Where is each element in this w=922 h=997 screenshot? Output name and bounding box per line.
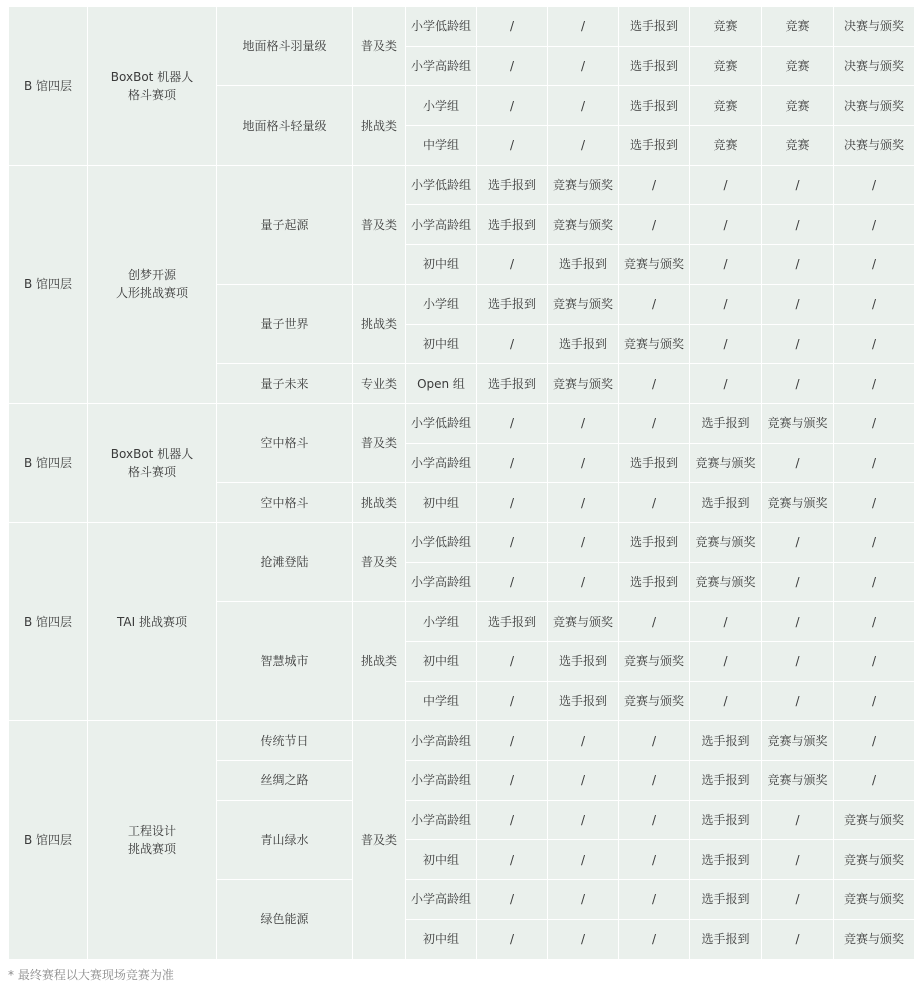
schedule-cell: / <box>477 7 548 47</box>
event-name-cell <box>88 721 217 959</box>
group-cell: 初中组 <box>406 324 477 364</box>
schedule-cell: / <box>548 840 619 880</box>
schedule-cell: / <box>477 245 548 285</box>
schedule-cell: 竞赛与颁奖 <box>619 681 690 721</box>
group-cell: 初中组 <box>406 245 477 285</box>
group-cell: 小学高龄组 <box>406 800 477 840</box>
schedule-cell: 竞赛与颁奖 <box>690 522 762 562</box>
schedule-cell: 竞赛与颁奖 <box>619 324 690 364</box>
schedule-cell: 选手报到 <box>690 919 762 959</box>
schedule-cell: / <box>834 522 915 562</box>
schedule-cell: / <box>477 642 548 682</box>
venue-cell: B 馆四层 <box>9 721 88 959</box>
schedule-cell: 选手报到 <box>690 800 762 840</box>
level-cell: 普及类 <box>353 403 406 482</box>
schedule-cell: / <box>619 761 690 801</box>
schedule-cell: / <box>834 245 915 285</box>
schedule-cell: / <box>690 205 762 245</box>
group-cell: 小学高龄组 <box>406 721 477 761</box>
schedule-cell: 竞赛与颁奖 <box>548 284 619 324</box>
schedule-cell: / <box>834 761 915 801</box>
level-cell: 挑战类 <box>353 284 406 363</box>
group-cell: 小学高龄组 <box>406 46 477 86</box>
group-cell: 小学低龄组 <box>406 403 477 443</box>
schedule-cell: 竞赛与颁奖 <box>619 642 690 682</box>
event-name-line: 创梦开源 <box>127 268 176 283</box>
table-row <box>9 165 915 205</box>
schedule-cell: 竞赛与颁奖 <box>690 562 762 602</box>
schedule-cell: / <box>834 602 915 642</box>
table-row <box>9 403 915 443</box>
schedule-cell: / <box>762 642 834 682</box>
schedule-cell: / <box>690 681 762 721</box>
schedule-cell: / <box>477 403 548 443</box>
schedule-cell: / <box>477 919 548 959</box>
schedule-cell: 决赛与颁奖 <box>834 7 915 47</box>
schedule-cell: / <box>477 483 548 523</box>
schedule-cell: 竞赛与颁奖 <box>834 880 915 920</box>
project-name-cell: 传统节日 <box>217 721 353 761</box>
group-cell: 小学高龄组 <box>406 880 477 920</box>
group-cell: 初中组 <box>406 919 477 959</box>
schedule-cell: 选手报到 <box>619 126 690 166</box>
schedule-cell: / <box>690 642 762 682</box>
schedule-cell: / <box>619 602 690 642</box>
group-cell: 中学组 <box>406 126 477 166</box>
schedule-cell: 选手报到 <box>690 483 762 523</box>
schedule-cell: 选手报到 <box>619 562 690 602</box>
schedule-cell: 竞赛 <box>762 46 834 86</box>
schedule-cell: 竞赛与颁奖 <box>762 483 834 523</box>
schedule-cell: 竞赛与颁奖 <box>834 800 915 840</box>
schedule-cell: / <box>762 324 834 364</box>
schedule-cell: 竞赛 <box>762 7 834 47</box>
event-name-line: TAI 挑战赛项 <box>117 614 187 629</box>
schedule-cell: / <box>834 562 915 602</box>
schedule-cell: / <box>477 880 548 920</box>
schedule-cell: 竞赛与颁奖 <box>619 245 690 285</box>
schedule-cell: / <box>619 483 690 523</box>
schedule-cell: / <box>834 681 915 721</box>
event-name-cell <box>88 7 217 166</box>
schedule-cell: 竞赛与颁奖 <box>690 443 762 483</box>
schedule-cell: 选手报到 <box>690 880 762 920</box>
schedule-cell: / <box>548 761 619 801</box>
schedule-cell: 竞赛 <box>690 7 762 47</box>
schedule-cell: / <box>477 761 548 801</box>
schedule-cell: 决赛与颁奖 <box>834 46 915 86</box>
schedule-cell: 选手报到 <box>619 46 690 86</box>
project-name-cell: 绿色能源 <box>217 880 353 959</box>
schedule-cell: / <box>548 483 619 523</box>
project-name-cell: 地面格斗羽量级 <box>217 7 353 86</box>
schedule-cell: / <box>690 284 762 324</box>
schedule-cell: / <box>548 443 619 483</box>
schedule-cell: / <box>619 800 690 840</box>
group-cell: 小学组 <box>406 284 477 324</box>
project-name-cell: 量子未来 <box>217 364 353 404</box>
venue-cell: B 馆四层 <box>9 522 88 720</box>
schedule-cell: / <box>619 205 690 245</box>
project-name-cell: 丝绸之路 <box>217 761 353 801</box>
schedule-cell: / <box>762 443 834 483</box>
schedule-cell: / <box>548 562 619 602</box>
schedule-cell: / <box>762 880 834 920</box>
schedule-cell: / <box>690 165 762 205</box>
schedule-cell: / <box>477 721 548 761</box>
schedule-cell: 选手报到 <box>690 761 762 801</box>
level-cell: 专业类 <box>353 364 406 404</box>
schedule-cell: 竞赛与颁奖 <box>834 840 915 880</box>
event-name-line: 格斗赛项 <box>127 87 176 102</box>
group-cell: 小学高龄组 <box>406 205 477 245</box>
schedule-cell: / <box>834 324 915 364</box>
schedule-cell: / <box>834 165 915 205</box>
schedule-cell: 选手报到 <box>619 7 690 47</box>
schedule-cell: / <box>834 721 915 761</box>
table-row <box>9 7 915 47</box>
schedule-cell: / <box>762 522 834 562</box>
schedule-cell: / <box>834 403 915 443</box>
schedule-cell: 选手报到 <box>619 443 690 483</box>
schedule-cell: / <box>619 721 690 761</box>
schedule-cell: / <box>834 483 915 523</box>
group-cell: 初中组 <box>406 483 477 523</box>
schedule-cell: / <box>548 7 619 47</box>
group-cell: 小学高龄组 <box>406 562 477 602</box>
schedule-cell: / <box>834 364 915 404</box>
venue-cell: B 馆四层 <box>9 7 88 166</box>
schedule-cell: / <box>762 681 834 721</box>
group-cell: Open 组 <box>406 364 477 404</box>
group-cell: 小学低龄组 <box>406 522 477 562</box>
schedule-cell: / <box>762 840 834 880</box>
schedule-cell: 选手报到 <box>477 602 548 642</box>
schedule-cell: / <box>619 880 690 920</box>
schedule-cell: 决赛与颁奖 <box>834 86 915 126</box>
schedule-cell: / <box>548 880 619 920</box>
schedule-cell: / <box>548 86 619 126</box>
schedule-cell: 竞赛与颁奖 <box>762 403 834 443</box>
table-row <box>9 522 915 562</box>
schedule-cell: 竞赛与颁奖 <box>548 364 619 404</box>
group-cell: 小学高龄组 <box>406 761 477 801</box>
event-name-line: 格斗赛项 <box>127 464 176 479</box>
schedule-cell: / <box>548 721 619 761</box>
project-name-cell: 地面格斗轻量级 <box>217 86 353 165</box>
schedule-cell: / <box>690 364 762 404</box>
project-name-cell: 量子起源 <box>217 165 353 284</box>
event-name-cell <box>88 165 217 403</box>
schedule-cell: 选手报到 <box>619 522 690 562</box>
schedule-cell: 竞赛与颁奖 <box>834 919 915 959</box>
event-name-cell <box>88 522 217 720</box>
schedule-cell: 选手报到 <box>548 681 619 721</box>
venue-cell: B 馆四层 <box>9 165 88 403</box>
level-cell: 普及类 <box>353 165 406 284</box>
level-cell: 普及类 <box>353 7 406 86</box>
schedule-cell: / <box>477 800 548 840</box>
schedule-table <box>8 6 915 960</box>
schedule-cell: 选手报到 <box>548 245 619 285</box>
event-name-cell <box>88 403 217 522</box>
schedule-cell: 选手报到 <box>548 642 619 682</box>
schedule-cell: / <box>477 86 548 126</box>
table-row <box>9 721 915 761</box>
schedule-cell: / <box>834 205 915 245</box>
schedule-cell: 选手报到 <box>619 86 690 126</box>
schedule-cell: / <box>548 522 619 562</box>
level-cell: 挑战类 <box>353 602 406 721</box>
schedule-cell: 选手报到 <box>548 324 619 364</box>
schedule-cell: 选手报到 <box>690 721 762 761</box>
schedule-cell: / <box>834 443 915 483</box>
group-cell: 小学低龄组 <box>406 7 477 47</box>
schedule-cell: 竞赛与颁奖 <box>762 761 834 801</box>
schedule-cell: / <box>619 364 690 404</box>
venue-cell: B 馆四层 <box>9 403 88 522</box>
schedule-cell: 选手报到 <box>477 205 548 245</box>
schedule-cell: / <box>548 800 619 840</box>
schedule-cell: 选手报到 <box>477 364 548 404</box>
group-cell: 小学组 <box>406 602 477 642</box>
schedule-cell: 竞赛与颁奖 <box>762 721 834 761</box>
schedule-cell: / <box>477 562 548 602</box>
level-cell: 挑战类 <box>353 86 406 165</box>
schedule-cell: / <box>477 443 548 483</box>
schedule-cell: / <box>762 919 834 959</box>
schedule-cell: / <box>548 403 619 443</box>
schedule-cell: 竞赛 <box>690 86 762 126</box>
project-name-cell: 空中格斗 <box>217 483 353 523</box>
schedule-cell: / <box>477 46 548 86</box>
event-name-line: BoxBot 机器人 <box>110 446 194 461</box>
schedule-cell: 选手报到 <box>690 403 762 443</box>
event-name-line: 挑战赛项 <box>127 841 176 856</box>
project-name-cell: 量子世界 <box>217 284 353 363</box>
schedule-cell: / <box>762 245 834 285</box>
schedule-cell: / <box>619 919 690 959</box>
event-name-line: 人形挑战赛项 <box>115 286 188 301</box>
project-name-cell: 抢滩登陆 <box>217 522 353 601</box>
schedule-cell: 选手报到 <box>477 165 548 205</box>
schedule-cell: 选手报到 <box>477 284 548 324</box>
schedule-cell: / <box>619 840 690 880</box>
schedule-cell: 竞赛 <box>690 46 762 86</box>
schedule-footnote: * 最终赛程以大赛现场竞赛为准 <box>8 968 174 982</box>
group-cell: 小学高龄组 <box>406 443 477 483</box>
schedule-cell: / <box>477 522 548 562</box>
schedule-cell: 竞赛 <box>690 126 762 166</box>
schedule-cell: 竞赛与颁奖 <box>548 602 619 642</box>
schedule-cell: / <box>477 324 548 364</box>
schedule-cell: / <box>690 324 762 364</box>
project-name-cell: 空中格斗 <box>217 403 353 482</box>
schedule-cell: / <box>477 126 548 166</box>
schedule-cell: / <box>690 602 762 642</box>
schedule-cell: / <box>762 602 834 642</box>
schedule-cell: / <box>548 126 619 166</box>
schedule-cell: / <box>477 840 548 880</box>
schedule-cell: / <box>762 165 834 205</box>
schedule-cell: / <box>477 681 548 721</box>
schedule-cell: 决赛与颁奖 <box>834 126 915 166</box>
event-name-line: BoxBot 机器人 <box>110 69 194 84</box>
schedule-cell: / <box>619 403 690 443</box>
level-cell: 普及类 <box>353 721 406 959</box>
schedule-cell: / <box>762 364 834 404</box>
group-cell: 初中组 <box>406 642 477 682</box>
schedule-cell: / <box>762 205 834 245</box>
schedule-cell: / <box>834 284 915 324</box>
group-cell: 小学组 <box>406 86 477 126</box>
project-name-cell: 青山绿水 <box>217 800 353 879</box>
schedule-cell: / <box>762 562 834 602</box>
group-cell: 初中组 <box>406 840 477 880</box>
group-cell: 小学低龄组 <box>406 165 477 205</box>
schedule-cell: / <box>690 245 762 285</box>
schedule-cell: 竞赛与颁奖 <box>548 205 619 245</box>
project-name-cell: 智慧城市 <box>217 602 353 721</box>
level-cell: 普及类 <box>353 522 406 601</box>
level-cell: 挑战类 <box>353 483 406 523</box>
schedule-cell: / <box>834 642 915 682</box>
group-cell: 中学组 <box>406 681 477 721</box>
schedule-cell: 竞赛与颁奖 <box>548 165 619 205</box>
schedule-cell: / <box>548 919 619 959</box>
schedule-cell: 竞赛 <box>762 126 834 166</box>
event-name-line: 工程设计 <box>127 823 176 838</box>
schedule-cell: / <box>619 165 690 205</box>
schedule-cell: / <box>619 284 690 324</box>
schedule-cell: / <box>762 800 834 840</box>
schedule-cell: / <box>548 46 619 86</box>
schedule-cell: 选手报到 <box>690 840 762 880</box>
schedule-cell: / <box>762 284 834 324</box>
schedule-cell: 竞赛 <box>762 86 834 126</box>
